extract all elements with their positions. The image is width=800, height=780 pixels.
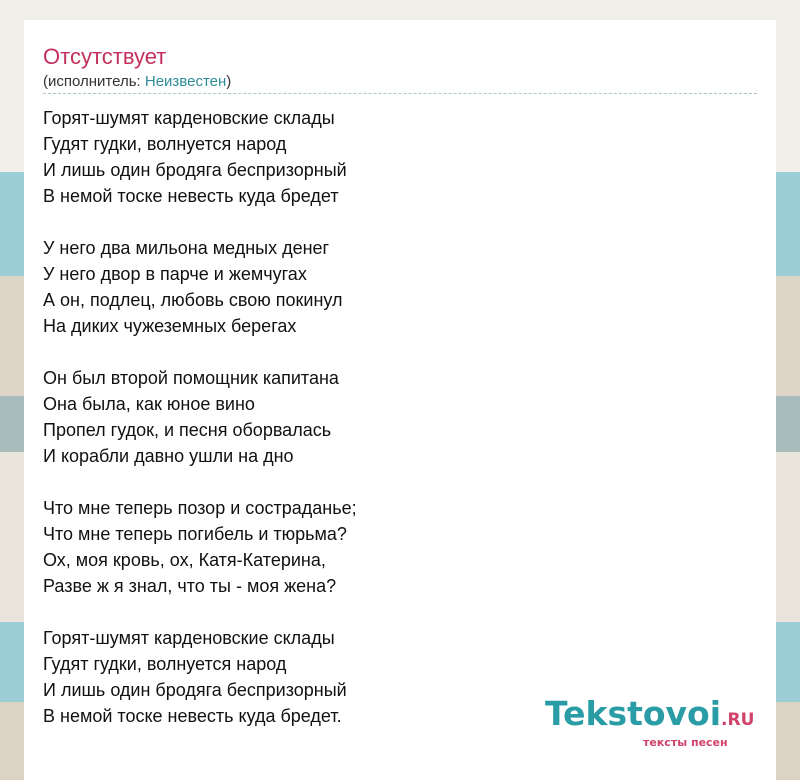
lyric-line: Она была, как юное вино [43, 394, 255, 414]
artist-prefix: (исполнитель: [43, 73, 145, 90]
lyrics-text [43, 105, 743, 755]
logo-wordmark [545, 694, 754, 733]
stanza [43, 495, 743, 599]
lyric-line: И корабли давно ушли на дно [43, 446, 294, 466]
dashed-divider [43, 93, 757, 94]
stanza [43, 235, 743, 339]
lyric-line: Пропел гудок, и песня оборвалась [43, 420, 332, 440]
lyric-line: Разве ж я знал, что ты - моя жена? [43, 576, 337, 596]
lyrics-card [24, 20, 776, 780]
lyric-line: В немой тоске невесть куда бредет. [43, 706, 342, 726]
lyric-line: Что мне теперь позор и сострадань​е; [43, 498, 357, 518]
lyric-line: А он, подлец, любовь свою покинул [43, 290, 343, 310]
stanza [43, 105, 743, 209]
logo-main-text: Tekstovoi [545, 694, 722, 733]
site-logo[interactable] [545, 694, 755, 754]
lyric-line: Что мне теперь погибель и тюрьма? [43, 524, 347, 544]
logo-tld: .RU [721, 710, 755, 730]
artist-link[interactable]: Неизвестен [144, 73, 227, 90]
lyric-line: Горят-шумят карденовские склады [43, 108, 335, 128]
lyric-line: В немой тоске невесть куда бредет [43, 186, 339, 206]
lyric-line: Гудят гудки, волнуется народ [43, 654, 287, 674]
lyric-line: Гудят гудки, волнуется народ [43, 134, 287, 154]
lyric-line: Горят-шумят карденовские склады [43, 628, 335, 648]
song-title: Отсутствует [43, 44, 167, 69]
logo-tagline: тексты песен [643, 736, 728, 749]
artist-suffix: ) [226, 73, 232, 90]
lyric-line: И лишь один бродяга беспризорный [43, 160, 347, 180]
lyric-line: У него двор в парче и жемчугах [43, 264, 307, 284]
stanza [43, 365, 743, 469]
lyric-line: У него два мильона медных денег [43, 238, 330, 258]
artist-line [43, 73, 231, 90]
lyric-line: На диких чужеземных берегах [43, 316, 297, 336]
lyric-line: И лишь один бродяга беспризорный [43, 680, 347, 700]
lyric-line: Ох, моя кровь, ох, Катя-Катерина, [43, 550, 326, 570]
lyric-line: Он был второй помощник капитана [43, 368, 339, 388]
